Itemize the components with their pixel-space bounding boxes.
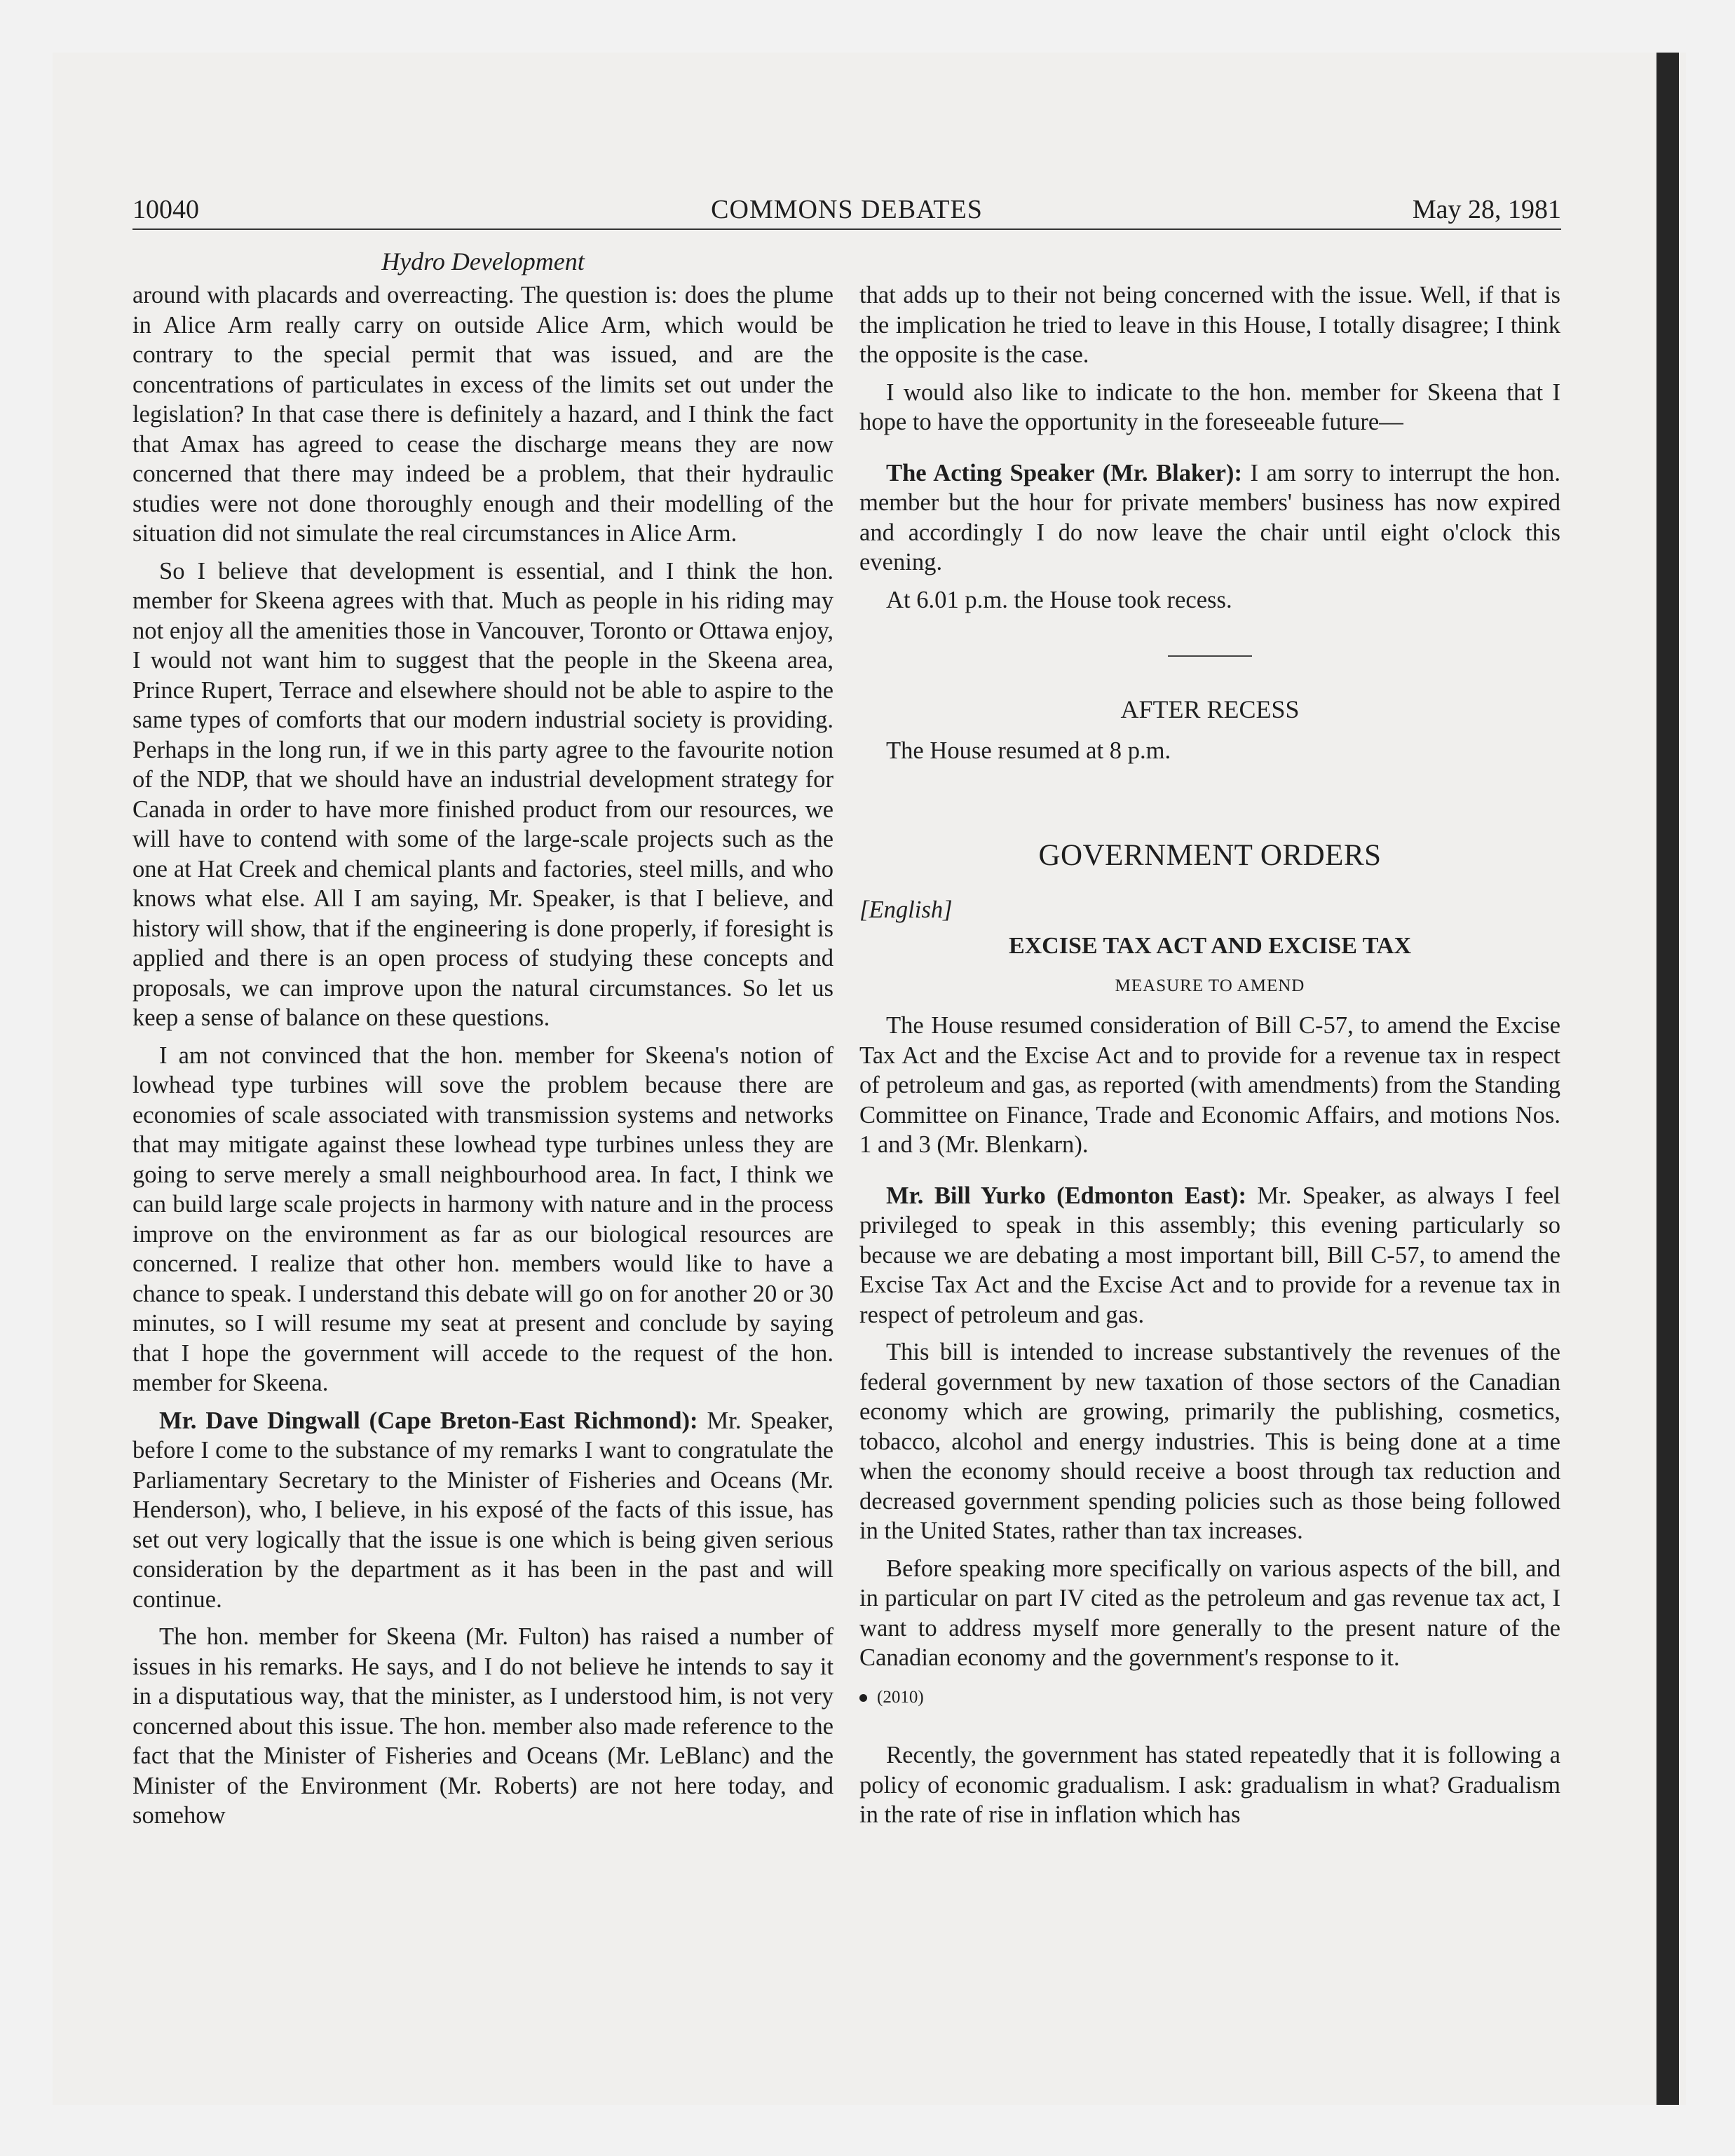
journal-title: COMMONS DEBATES [711,195,983,224]
paragraph: The House resumed consideration of Bill C-57, to amend the Excise Tax Act and the Excise Act and to provide for a revenue tax in respect of petroleum and gas, as reported (with amendments) from the Standing Committee on Finance, Trade and Economic Affairs, and motions Nos. 1 and 3 (Mr. Blenkarn). [859,1012,1560,1158]
section-heading-after-recess: AFTER RECESS [1120,695,1300,723]
paragraph: that adds up to their not being concerned with the issue. Well, if that is the implication he tried to leave in this House, I totally disagree; I think the opposite is the case. [859,282,1560,368]
scan-edge-bar [1656,53,1679,2105]
speech-text: Mr. Speaker, as always I feel privileged to speak in this assembly; this evening particularly so because we are debating a most important bill, Bill C-57, to amend the Excise Tax Act and the Excise Act and to provide for a revenue tax in respect of petroleum and gas. [859,1182,1560,1328]
language-tag: [English] [859,896,953,923]
paragraph: The House resumed at 8 p.m. [886,737,1171,764]
time-marker-text: (2010) [877,1687,924,1707]
speaker-name: The Acting Speaker (Mr. Blaker): [886,459,1242,486]
paragraph: I would also like to indicate to the hon. member for Skeena that I hope to have the opportunity in the foreseeable future— [859,378,1560,435]
speech-text: I am sorry to interrupt the hon. member but the hour for private members' business has now expired and accordingly I do now leave the chair until eight o'clock this evening. [859,459,1560,575]
right-column [859,280,1560,1838]
speaker-name: Mr. Bill Yurko (Edmonton East): [886,1182,1246,1209]
page-number: 10040 [132,195,199,224]
paragraph: This bill is intended to increase substantively the revenues of the federal government by new taxation of those sectors of the Canadian economy which are growing, primarily the publishing, cosmetics, tobacco, alcohol and energy industries. This is being done at a time when the economy should receive a boost through tax reduction and decreased government spending policies such as those being followed in the United States, rather than tax increases. [859,1339,1560,1544]
time-marker [859,1683,1560,1713]
speech-paragraph [132,1406,834,1615]
speech-paragraph [859,1181,1560,1330]
paragraph: around with placards and overreacting. The question is: does the plume in Alice Arm really carry on outside Alice Arm, which would be contrary to the special permit that was issued, and are the concentrations of particulates in excess of the limits set out under the legislation? In that case there is definitely a hazard, and I think the fact that Amax has agreed to cease the discharge means they are now concerned that there may indeed be a problem, that their hydraulic studies were not done thoroughly enough and their modelling of the situation did not simulate the real circumstances in Alice Arm. [132,282,834,547]
page-header [132,194,1561,226]
running-head: Hydro Development [381,247,585,275]
bullet-icon [859,1694,867,1702]
bill-subtitle: MEASURE TO AMEND [1115,976,1305,995]
section-heading-government-orders: GOVERNMENT ORDERS [1038,839,1382,872]
paragraph: The hon. member for Skeena (Mr. Fulton) has raised a number of issues in his remarks. He says, and I do not believe he intends to say it in a disputatious way, that the minister, as I understood him, is not very concerned about this issue. The hon. member also made reference to the fact that the Minister of Fisheries and Oceans (Mr. LeBlanc) and the Minister of the Environment (Mr. Roberts) are not here today, and somehow [132,1623,834,1829]
page-date: May 28, 1981 [1412,195,1561,224]
paragraph: Recently, the government has stated repeatedly that it is following a policy of economic gradualism. I ask: gradualism in what? Gradualism in the rate of rise in inflation which has [859,1742,1560,1828]
speaker-name: Mr. Dave Dingwall (Cape Breton-East Richmond): [159,1407,698,1434]
paragraph: So I believe that development is essential, and I think the hon. member for Skeena agrees with that. Much as people in his riding may not enjoy all the amenities those in Vancouver, Toronto or Ottawa enjoy, I would not want him to suggest that the people in the Skeena area, Prince Rupert, Terrace and elsewhere should not be able to aspire to the same types of comforts that our modern industrial society is providing. Perhaps in the long run, if we in this party agree to the favourite notion of the NDP, that we should have an industrial development strategy for Canada in order to have more finished product from our resources, we will have to contend with some of the large-scale projects such as the one at Hat Creek and chemical plants and factories, steel mills, and who knows what else. All I am saying, Mr. Speaker, is that I believe, and history will show, that if the engineering is done properly, if foresight is applied and there is an open process of studying these concepts and proposals, we can improve upon the natural circumstances. So let us keep a sense of balance on these questions. [132,557,834,1031]
paragraph: At 6.01 p.m. the House took recess. [886,586,1232,613]
paragraph: Before speaking more specifically on various aspects of the bill, and in particular on part IV cited as the petroleum and gas revenue tax act, I want to address myself more generally to the present nature of the Canadian economy and the government's response to it. [859,1555,1560,1671]
speech-text: Mr. Speaker, before I come to the substance of my remarks I want to congratulate the Parliamentary Secretary to the Minister of Fisheries and Oceans (Mr. Henderson), who, I believe, in his exposé of the facts of this issue, has set out very logically that the issue is one which is being given serious consideration by the department as it has been in the past and will continue. [132,1407,834,1613]
speech-paragraph [859,458,1560,578]
bill-title: EXCISE TAX ACT AND EXCISE TAX [1008,933,1412,959]
paragraph: I am not convinced that the hon. member for Skeena's notion of lowhead type turbines will sove the problem because there are economies of scale associated with transmission systems and networks that may mitigate against these lowhead type turbines unless they are going to serve merely a small neighbourhood area. In fact, I think we can build large scale projects in harmony with nature and in the process improve on the environment as far as our biological resources are concerned. I realize that other hon. members would like to have a chance to speak. I understand this debate will go on for another 20 or 30 minutes, so I will resume my seat at present and conclude by saying that I hope the government will accede to the request of the hon. member for Skeena. [132,1042,834,1396]
header-rule [132,228,1561,230]
left-column [132,280,834,1838]
section-divider [1168,655,1252,657]
